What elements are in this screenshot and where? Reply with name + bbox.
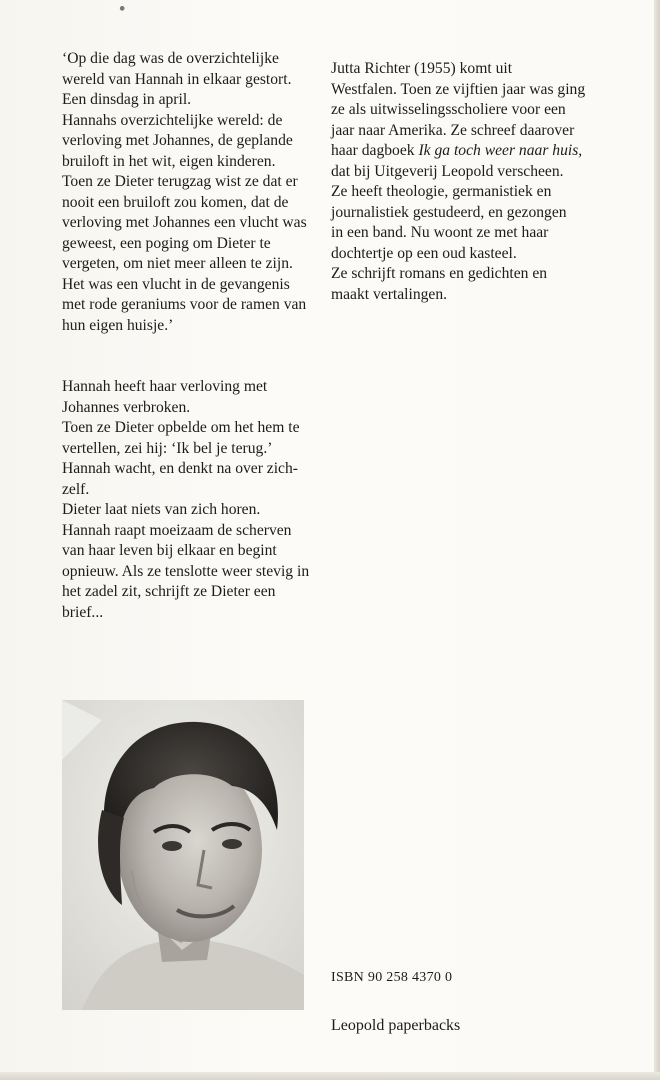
bio-line: maakt vertalingen. [331,285,448,303]
blurb-column [62,49,324,623]
blurb-line: met rode geraniums voor de ramen van [62,296,307,313]
summary-line: het zadel zit, schrijft ze Dieter een [62,583,276,600]
publisher-imprint: Leopold paperbacks [331,1017,461,1034]
cover-edge-right [654,0,660,1080]
blurb-line: nooit een bruiloft zou komen, dat de [62,193,289,211]
author-bio [331,59,643,305]
bio-line: journalistiek gestudeerd, en gezongen [331,203,567,221]
blurb-line: Een dinsdag in april. [62,91,192,108]
summary-line: Hannah raapt moeizaam de scherven [62,521,292,539]
blurb-line: Het was een vlucht in de gevangenis [62,275,290,293]
bio-line: Ze schrijft romans en gedichten en [331,265,548,282]
bio-line: dochtertje op een oud kasteel. [331,244,517,262]
blurb-line: Toen ze Dieter terugzag wist ze dat er [62,173,298,190]
summary-line: opnieuw. Als ze tenslotte weer stevig in [62,562,310,580]
isbn-number: ISBN 90 258 4370 0 [331,970,453,985]
bio-line: Westfalen. Toen ze vijftien jaar was ging [331,80,586,98]
summary-line: Toen ze Dieter opbelde om het hem te [62,419,300,436]
summary-line: vertellen, zei hij: ‘Ik bel je terug.’ [62,439,273,457]
blurb-line: verloving met Johannes, de geplande [62,132,293,149]
blurb-line: ‘Op die dag was de overzichtelijke [62,50,279,67]
bio-line: Jutta Richter (1955) komt uit [331,60,513,77]
cover-edge-bottom [0,1072,660,1080]
paragraph-gap [62,336,324,357]
summary-line: brief... [62,603,104,621]
bio-text: haar dagboek [331,142,419,159]
blurb-line: Hannahs overzichtelijke wereld: de [62,111,283,129]
corner-mark: ⚫ [118,4,127,15]
blurb-line: hun eigen huisje.’ [62,316,174,334]
blurb-line: geweest, een poging om Dieter te [62,234,271,252]
summary-line: Dieter laat niets van zich horen. [62,501,261,518]
bio-line: jaar naar Amerika. Ze schreef daarover [331,121,575,139]
bio-line: dat bij Uitgeverij Leopold verscheen. [331,162,564,180]
author-photo [62,700,304,1010]
bio-line: in een band. Nu woont ze met haar [331,224,549,241]
diary-title: Ik ga toch weer naar huis, [418,142,583,159]
blurb-line: wereld van Hannah in elkaar gestort. [62,70,292,88]
summary-line: van haar leven bij elkaar en begint [62,542,277,559]
blurb-line: bruiloft in het wit, eigen kinderen. [62,152,276,170]
bio-line: ze als uitwisselingsscholiere voor een [331,101,566,118]
author-portrait-image [62,700,304,1010]
summary-line: Hannah wacht, en denkt na over zich- [62,460,298,477]
blurb-line: vergeten, om niet meer alleen te zijn. [62,255,293,272]
paragraph-gap [62,357,324,378]
bio-line: Ze heeft theologie, germanistiek en [331,183,552,200]
summary-line: Johannes verbroken. [62,398,191,416]
summary-line: zelf. [62,480,90,498]
summary-line: Hannah heeft haar verloving met [62,378,268,395]
blurb-summary [62,377,324,623]
blurb-line: verloving met Johannes een vlucht was [62,214,307,231]
bio-line [331,141,643,162]
blurb-quote [62,49,324,336]
